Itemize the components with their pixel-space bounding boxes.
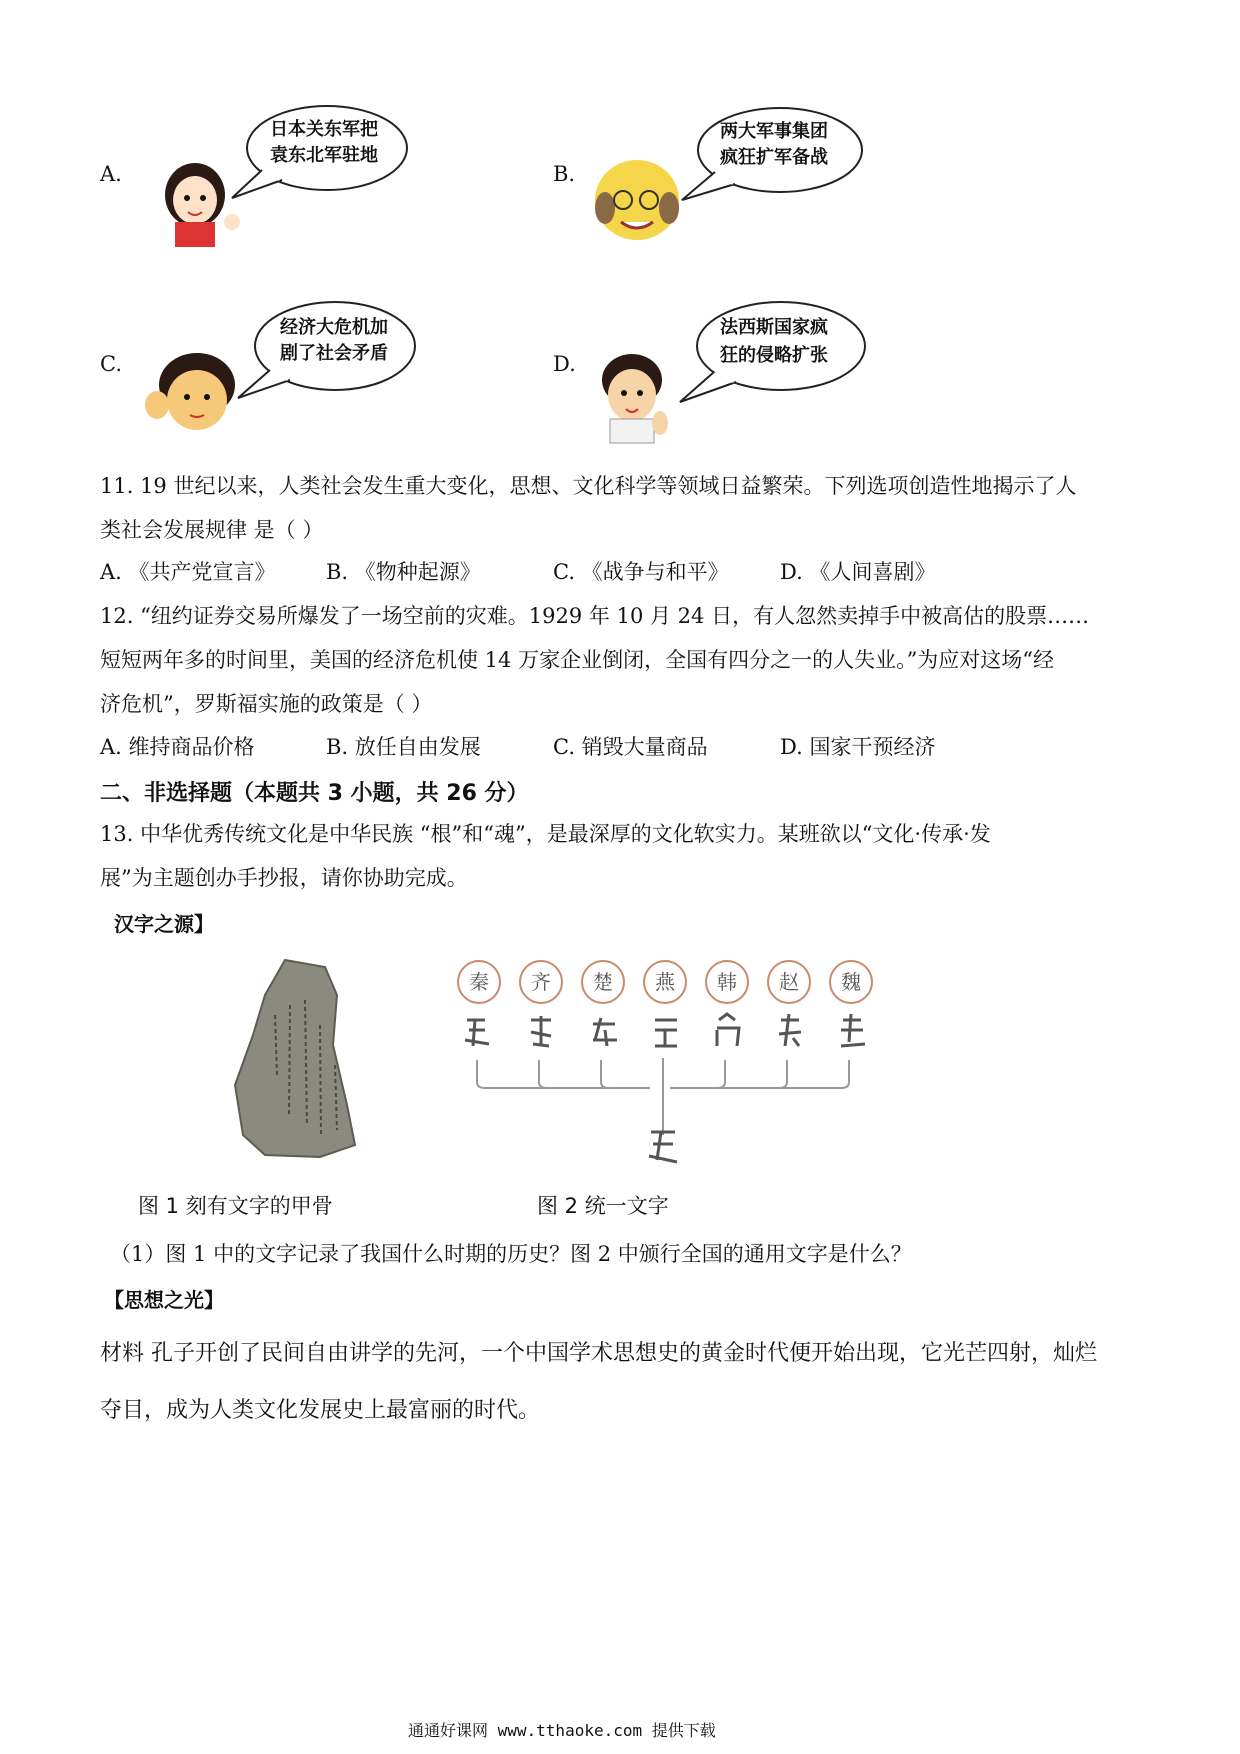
material-line1: 材料 孔子开创了民间自由讲学的先河，一个中国学术思想史的黄金时代便开始出现，它光芒四射，灿烂 [100, 1341, 1097, 1366]
q13-line1: 13. 中华优秀传统文化是中华民族 “根”和“魂”，是最深厚的文化软实力。某班欲以“文化·传承·发 [100, 822, 991, 846]
q11-option-b: B. 《物种起源》 [326, 560, 481, 584]
script-variants-diagram [455, 1010, 875, 1170]
bubble-a-line2: 袁东北军驻地 [270, 145, 378, 166]
state-yan: 燕 [643, 960, 687, 1004]
q11-line1: 11. 19 世纪以来，人类社会发生重大变化，思想、文化科学等领域日益繁荣。下列选项创造性地揭示了人 [100, 474, 1077, 498]
bubble-b-line2: 疯狂扩军备战 [720, 147, 828, 168]
state-qin: 秦 [457, 960, 501, 1004]
q11-option-c: C. 《战争与和平》 [553, 560, 729, 584]
bubble-d-line1: 法西斯国家疯 [720, 317, 828, 338]
figure-2-caption: 图 2 统一文字 [537, 1194, 669, 1218]
tag-hanzi-origin: 汉字之源】 [114, 912, 214, 936]
bubble-c-line1: 经济大危机加 [280, 317, 388, 338]
q12-option-b: B. 放任自由发展 [326, 735, 481, 759]
material-line2: 夺目，成为人类文化发展史上最富丽的时代。 [100, 1398, 541, 1423]
bubble-b-line1: 两大军事集团 [720, 121, 828, 142]
q12-option-d: D. 国家干预经济 [780, 735, 936, 759]
bubble-c-line2: 剧了社会矛盾 [280, 343, 388, 364]
q11-option-d: D. 《人间喜剧》 [780, 560, 936, 584]
footer-download-note: 通通好课网 www.tthaoke.com 提供下载 [408, 1721, 716, 1740]
q12-option-a: A. 维持商品价格 [100, 735, 255, 759]
q11-option-a: A. 《共产党宣言》 [100, 560, 276, 584]
option-b-letter: B. [553, 162, 576, 186]
tag-thought-light: 【思想之光】 [104, 1288, 224, 1312]
q12-line2: 短短两年多的时间里，美国的经济危机使 14 万家企业倒闭，全国有四分之一的人失业。”为应对这场“经 [100, 648, 1055, 672]
state-han: 韩 [705, 960, 749, 1004]
state-qi: 齐 [519, 960, 563, 1004]
state-zhao: 赵 [767, 960, 811, 1004]
q13-sub-question-1: （1）图 1 中的文字记录了我国什么时期的历史？图 2 中颁行全国的通用文字是什么？ [110, 1242, 912, 1266]
figure-1-caption: 图 1 刻有文字的甲骨 [138, 1194, 333, 1218]
option-a-letter: A. [100, 162, 122, 186]
q12-option-c: C. 销毁大量商品 [553, 735, 708, 759]
q11-line2: 类社会发展规律 是（ ） [100, 518, 324, 542]
q12-line3: 济危机”，罗斯福实施的政策是（ ） [100, 692, 433, 716]
option-d-letter: D. [553, 352, 576, 376]
bubble-a-line1: 日本关东军把 [270, 119, 378, 140]
section-2-title: 二、非选择题（本题共 3 小题，共 26 分） [100, 781, 529, 806]
state-chu: 楚 [581, 960, 625, 1004]
q13-line2: 展”为主题创办手抄报，请你协助完成。 [100, 866, 468, 890]
bubble-d-line2: 狂的侵略扩张 [720, 345, 828, 366]
q12-line1: 12. “纽约证券交易所爆发了一场空前的灾难。1929 年 10 月 24 日，有人忽然卖掉手中被高估的股票…… [100, 604, 1090, 628]
state-wei: 魏 [829, 960, 873, 1004]
option-c-letter: C. [100, 352, 122, 376]
oracle-bone-image [225, 955, 365, 1165]
